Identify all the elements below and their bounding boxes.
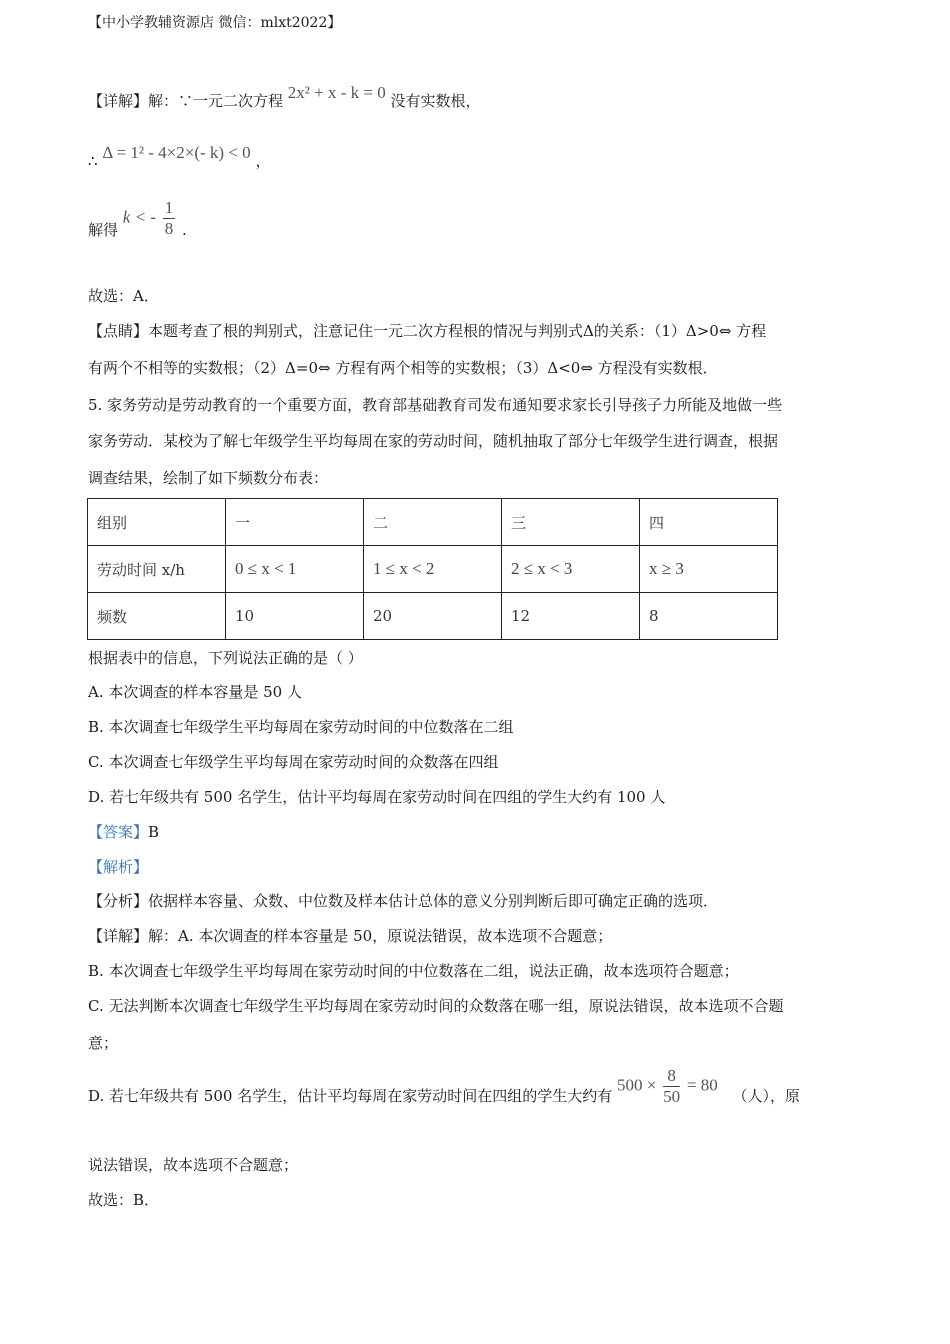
analysis-fenxi: 【分析】依据样本容量、众数、中位数及样本估计总体的意义分别判断后即可确定正确的选项．	[88, 892, 719, 910]
detail-d-line-2: 说法错误，故本选项不合题意；	[88, 1156, 299, 1174]
table-cell: 三	[502, 499, 640, 546]
prev-detail-line	[88, 82, 481, 110]
delta-inequality: Δ = 1² - 4×2×(- k) < 0	[102, 143, 251, 162]
table-row	[88, 499, 778, 546]
prev-detail-suffix: 没有实数根，	[390, 92, 481, 110]
prev-detail-prefix: 【详解】解：∵一元二次方程	[88, 92, 284, 110]
detail-d-suffix: （人），原	[732, 1086, 801, 1105]
fraction-one-eighth	[163, 198, 176, 239]
table-cell: 0 ≤ x < 1	[226, 546, 364, 593]
table-cell: 频数	[88, 593, 226, 640]
therefore-symbol: ∴	[88, 152, 98, 170]
k-inequality: k < -	[122, 207, 156, 227]
calc-left: 500 ×	[616, 1075, 657, 1095]
q5-stem-line-1: 5. 家务劳动是劳动教育的一个重要方面，教育部基础教育司发布通知要求家长引导孩子力所能及地做一些	[88, 396, 783, 414]
detail-c-line-2: 意；	[88, 1034, 119, 1052]
calc-denominator: 50	[663, 1087, 681, 1106]
detail-d-prefix: D. 若七年级共有 500 名学生，估计平均每周在家劳动时间在四组的学生大约有	[88, 1086, 613, 1105]
solve-period: .	[182, 220, 187, 239]
option-b: B. 本次调查七年级学生平均每周在家劳动时间的中位数落在二组	[88, 718, 514, 736]
option-c: C. 本次调查七年级学生平均每周在家劳动时间的众数落在四组	[88, 753, 499, 771]
table-cell: 20	[364, 593, 502, 640]
table-cell: 二	[364, 499, 502, 546]
prev-point-line-1: 【点睛】本题考查了根的判别式，注意记住一元二次方程根的情况与判别式Δ的关系：（1）Δ>0⇔ 方程	[88, 322, 767, 340]
calc-right: = 80	[686, 1075, 718, 1095]
solve-prefix: 解得	[88, 220, 119, 239]
table-cell: 劳动时间 x/h	[88, 546, 226, 593]
delta-comma: ，	[255, 152, 271, 170]
calc-numerator: 8	[663, 1066, 680, 1087]
table-cell: x ≥ 3	[640, 546, 778, 593]
table-cell: 四	[640, 499, 778, 546]
detail-d-line	[88, 1066, 800, 1107]
solve-line	[88, 198, 187, 239]
table-cell: 2 ≤ x < 3	[502, 546, 640, 593]
detail-b: B. 本次调查七年级学生平均每周在家劳动时间的中位数落在二组，说法正确，故本选项符合题意；	[88, 962, 739, 980]
table-cell: 组别	[88, 499, 226, 546]
table-cell: 一	[226, 499, 364, 546]
q5-stem-line-3: 调查结果，绘制了如下频数分布表：	[88, 469, 329, 487]
q5-ask: 根据表中的信息，下列说法正确的是（ ）	[88, 649, 363, 667]
table-cell: 1 ≤ x < 2	[364, 546, 502, 593]
fraction-8-50	[663, 1066, 680, 1107]
option-d: D. 若七年级共有 500 名学生，估计平均每周在家劳动时间在四组的学生大约有 100 人	[88, 788, 666, 806]
table-cell: 12	[502, 593, 640, 640]
table-cell: 8	[640, 593, 778, 640]
answer-line	[88, 821, 159, 842]
frequency-table	[87, 498, 778, 640]
prev-choice: 故选：A．	[88, 287, 159, 305]
detail-a: 【详解】解：A. 本次调查的样本容量是 50，原说法错误，故本选项不合题意；	[88, 927, 613, 945]
option-a: A. 本次调查的样本容量是 50 人	[88, 683, 302, 701]
table-row	[88, 546, 778, 593]
analysis-label: 【解析】	[88, 858, 149, 876]
q5-choice: 故选：B．	[88, 1191, 160, 1209]
detail-c-line-1: C. 无法判断本次调查七年级学生平均每周在家劳动时间的众数落在哪一组，原说法错误，故本选项不合题	[88, 997, 784, 1015]
equation: 2x² + x - k = 0	[287, 83, 386, 102]
table-row	[88, 593, 778, 640]
q5-stem-line-2: 家务劳动．某校为了解七年级学生平均每周在家的劳动时间，随机抽取了部分七年级学生进行调查，根据	[88, 432, 779, 450]
prev-point-line-2: 有两个不相等的实数根；（2）Δ=0⇔ 方程有两个相等的实数根；（3）Δ<0⇔ 方程没有实数根．	[88, 359, 718, 377]
delta-line	[88, 142, 271, 170]
answer-label: 【答案】	[88, 823, 149, 841]
fraction-denominator: 8	[164, 219, 174, 238]
fraction-numerator: 1	[164, 198, 174, 217]
page-header: 【中小学教辅资源店 微信：mlxt2022】	[88, 15, 342, 31]
table-cell: 10	[226, 593, 364, 640]
answer-value: B	[148, 823, 160, 841]
